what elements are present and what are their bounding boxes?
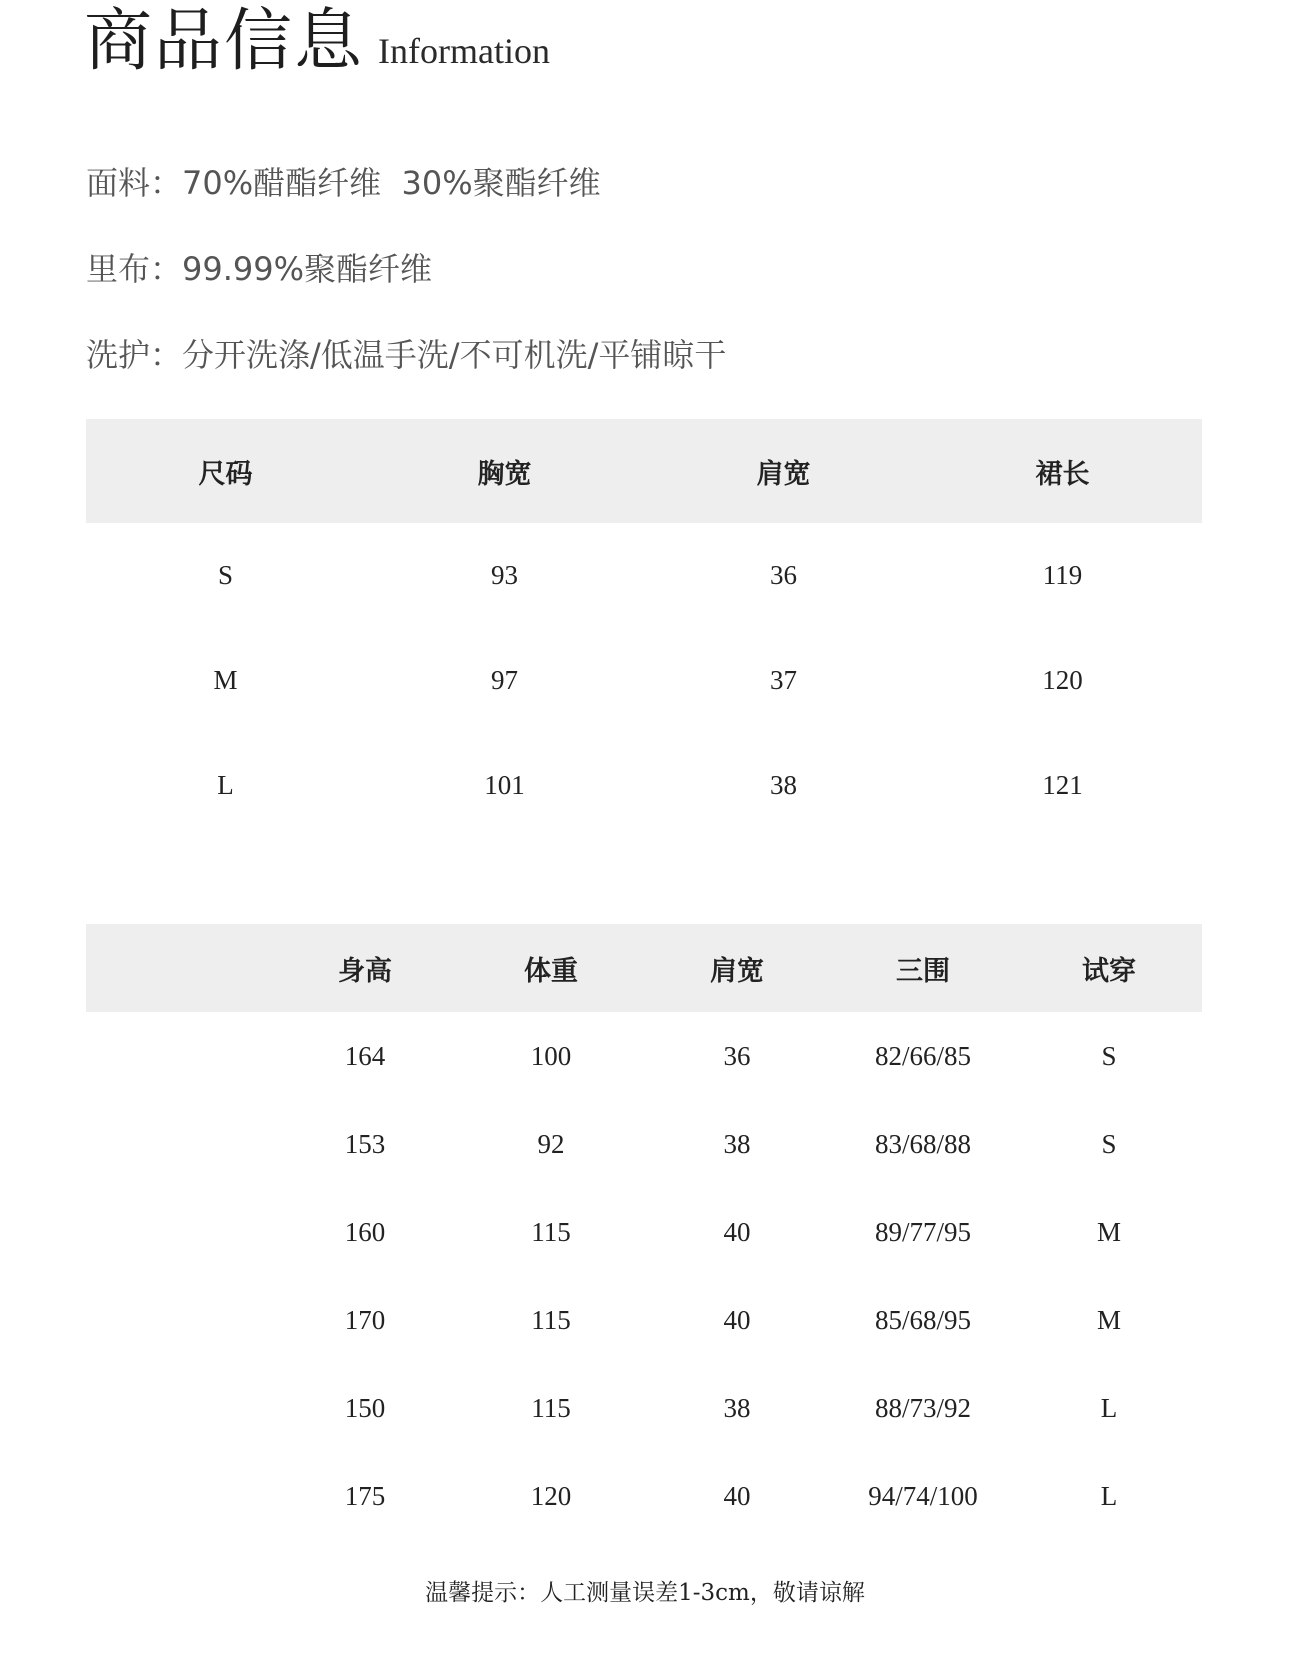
table-cell <box>86 1012 272 1100</box>
table-cell: 38 <box>723 1128 751 1159</box>
table-row <box>86 1188 1202 1276</box>
table-cell: 37 <box>770 665 797 695</box>
table-cell: L <box>217 770 234 800</box>
size-table-header-row <box>86 419 1202 523</box>
table-cell: 97 <box>491 665 518 695</box>
lining-value: 99.99%聚酯纤维 <box>182 250 433 288</box>
table-cell: 36 <box>770 560 797 590</box>
fabric-label: 面料： <box>86 164 183 202</box>
table-cell: 120 <box>530 1480 572 1511</box>
table-cell: 36 <box>723 1040 751 1071</box>
table-cell: 101 <box>484 770 525 800</box>
table-cell: 115 <box>531 1304 571 1335</box>
table-cell: 115 <box>531 1216 571 1247</box>
fabric-info <box>86 158 601 204</box>
fit-header-blank <box>86 924 272 1012</box>
size-header-shoulder: 肩宽 <box>644 419 923 523</box>
fit-header-measurements: 三围 <box>830 924 1016 1012</box>
measurement-note: 温馨提示：人工测量误差1-3cm，敬请谅解 <box>425 1580 865 1606</box>
table-cell: 175 <box>344 1480 386 1511</box>
table-cell <box>86 1100 272 1188</box>
care-label: 洗护： <box>86 336 183 374</box>
table-cell: L <box>1100 1392 1118 1423</box>
care-info <box>86 330 726 376</box>
fit-header-shoulder: 肩宽 <box>644 924 830 1012</box>
size-header-length: 裙长 <box>923 419 1202 523</box>
table-cell <box>86 1188 272 1276</box>
size-header-chest: 胸宽 <box>365 419 644 523</box>
table-cell: S <box>1101 1128 1117 1159</box>
table-cell: 115 <box>531 1392 571 1423</box>
table-row <box>86 628 1202 733</box>
table-row <box>86 523 1202 628</box>
table-row <box>86 1276 1202 1364</box>
fabric-value: 70%醋酯纤维 30%聚酯纤维 <box>182 164 601 202</box>
table-row <box>86 1364 1202 1452</box>
size-table <box>86 419 1202 838</box>
care-value: 分开洗涤/低温手洗/不可机洗/平铺晾干 <box>182 336 727 374</box>
lining-info <box>86 244 432 290</box>
table-cell: 40 <box>723 1480 751 1511</box>
table-cell: 120 <box>1042 665 1083 695</box>
table-cell: L <box>1100 1480 1118 1511</box>
table-cell: 85/68/95 <box>874 1304 971 1335</box>
table-cell: 93 <box>491 560 518 590</box>
table-cell: 38 <box>723 1392 751 1423</box>
table-cell: 121 <box>1042 770 1083 800</box>
table-cell <box>86 1364 272 1452</box>
table-cell: 82/66/85 <box>874 1040 971 1071</box>
table-cell: 100 <box>530 1040 572 1071</box>
fit-header-tried-size: 试穿 <box>1016 924 1202 1012</box>
lining-label: 里布： <box>86 250 183 288</box>
table-row <box>86 733 1202 838</box>
table-cell: 153 <box>344 1128 386 1159</box>
table-cell: S <box>217 560 234 590</box>
table-cell: 160 <box>344 1216 386 1247</box>
fit-header-height: 身高 <box>272 924 458 1012</box>
table-cell: 119 <box>1042 560 1083 590</box>
size-header-size: 尺码 <box>86 419 365 523</box>
fit-table <box>86 924 1202 1540</box>
title-chinese: 商品信息 <box>84 2 365 81</box>
fit-header-weight: 体重 <box>458 924 644 1012</box>
page-title <box>84 2 550 81</box>
table-cell: 92 <box>537 1128 565 1159</box>
table-cell: 164 <box>344 1040 386 1071</box>
table-cell: 88/73/92 <box>874 1392 971 1423</box>
table-cell: 170 <box>344 1304 386 1335</box>
table-cell <box>86 1276 272 1364</box>
table-cell: 94/74/100 <box>868 1480 978 1511</box>
table-cell: 89/77/95 <box>874 1216 971 1247</box>
table-cell: M <box>1096 1304 1121 1335</box>
table-cell: 38 <box>770 770 797 800</box>
table-row <box>86 1452 1202 1540</box>
table-cell: 150 <box>344 1392 386 1423</box>
table-cell <box>86 1452 272 1540</box>
table-cell: S <box>1101 1040 1117 1071</box>
table-cell: M <box>1096 1216 1121 1247</box>
table-row <box>86 1012 1202 1100</box>
table-cell: 40 <box>723 1216 751 1247</box>
title-english: Information <box>378 31 550 71</box>
table-cell: 40 <box>723 1304 751 1335</box>
fit-table-header-row <box>86 924 1202 1012</box>
table-cell: 83/68/88 <box>874 1128 971 1159</box>
table-cell: M <box>213 665 238 695</box>
table-row <box>86 1100 1202 1188</box>
